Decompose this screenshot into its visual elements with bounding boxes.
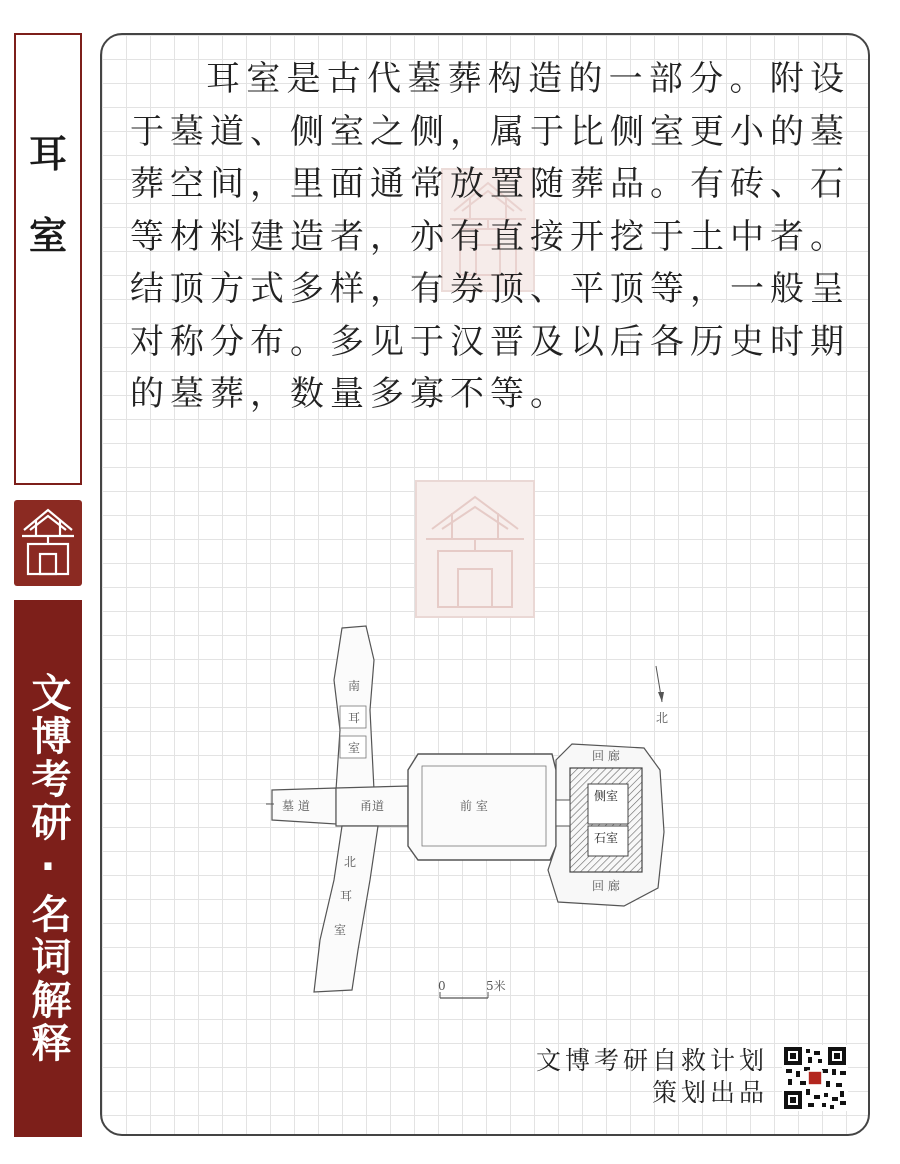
scale-length: 5米 bbox=[486, 979, 506, 993]
credits bbox=[536, 1045, 768, 1109]
label-tomb-passage: 墓 道 bbox=[282, 799, 310, 813]
term-box bbox=[14, 33, 82, 485]
series-title-box bbox=[14, 600, 82, 1137]
label-gallery-top: 回 廊 bbox=[592, 749, 620, 763]
credits-line-2: 策划出品 bbox=[651, 1078, 768, 1107]
label-side-room: 侧室 bbox=[594, 789, 619, 803]
scale-zero: 0 bbox=[438, 979, 446, 993]
series-title: 文博考研·名词解释 bbox=[25, 672, 71, 1065]
label-stone-room: 石室 bbox=[594, 831, 619, 845]
label-south-ear-1: 北 bbox=[344, 855, 357, 869]
label-south-ear-2: 耳 bbox=[340, 889, 353, 903]
label-north-arrow: 北 bbox=[656, 711, 669, 725]
label-front-room: 前 室 bbox=[460, 799, 488, 813]
logo-seal-icon bbox=[14, 500, 82, 586]
label-south-ear-3: 室 bbox=[334, 923, 347, 937]
tomb-plan-figure bbox=[252, 620, 692, 1000]
label-north-ear-3: 室 bbox=[348, 741, 361, 755]
watermark-seal-icon bbox=[414, 479, 536, 619]
label-corridor: 甬道 bbox=[360, 799, 385, 813]
south-ear-room bbox=[314, 826, 378, 992]
term-char-1: 耳 bbox=[28, 132, 67, 176]
term-char-2: 室 bbox=[28, 214, 67, 258]
north-arrow-icon bbox=[656, 666, 664, 702]
label-north-ear-2: 耳 bbox=[348, 711, 361, 725]
label-north-ear-1: 南 bbox=[348, 679, 361, 693]
credits-line-1: 文博考研自救计划 bbox=[535, 1046, 768, 1075]
qr-code-icon bbox=[782, 1045, 848, 1111]
scale-bar bbox=[440, 992, 488, 998]
body-paragraph: 耳室是古代墓葬构造的一部分。附设于墓道、侧室之侧，属于比侧室更小的墓葬空间，里面通常放置随葬品。有砖、石等材料建造者，亦有直接开挖于土中者。结顶方式多样，有券顶、平顶等，一般呈对称分布。多见于汉晋及以后各历史时期的墓葬，数量多寡不等。 bbox=[130, 59, 850, 414]
label-gallery-bottom: 回 廊 bbox=[592, 879, 620, 893]
content-card bbox=[100, 33, 870, 1136]
